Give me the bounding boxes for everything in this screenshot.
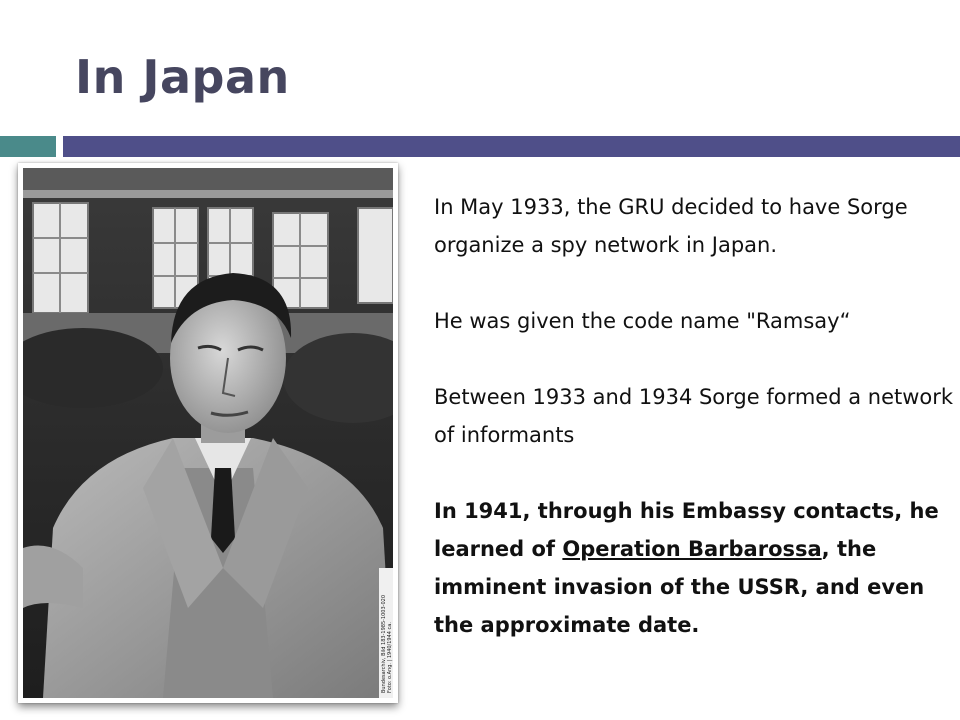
paragraph-4-end: , the imminent invasion of the USSR, and even the approximate date. — [434, 537, 925, 637]
slide-title: In Japan — [75, 50, 290, 104]
operation-barbarossa-link[interactable]: Operation Barbarossa — [562, 537, 822, 561]
paragraph-2: He was given the code name "Ramsay“ — [434, 309, 851, 333]
paragraph-4-start: In 1941, through his Embassy contacts, he learned of — [434, 499, 939, 561]
archive-caption-line1: Bundesarchiv, Bild 183-1985-1003-020 — [381, 595, 387, 693]
portrait-photo-image — [23, 168, 393, 698]
body-text — [434, 188, 954, 644]
archive-caption-line2: Foto: o.Ang. | 1940/1944 ca. — [387, 622, 393, 693]
paragraph-3: Between 1933 and 1934 Sorge formed a network of informants — [434, 385, 954, 447]
paragraph-1: In May 1933, the GRU decided to have Sorge organize a spy network in Japan. — [434, 195, 908, 257]
photo-frame — [18, 163, 398, 703]
accent-bar-teal — [0, 136, 56, 157]
portrait-photo — [23, 168, 393, 698]
paragraph-4 — [434, 492, 954, 644]
accent-bar-navy — [63, 136, 960, 157]
